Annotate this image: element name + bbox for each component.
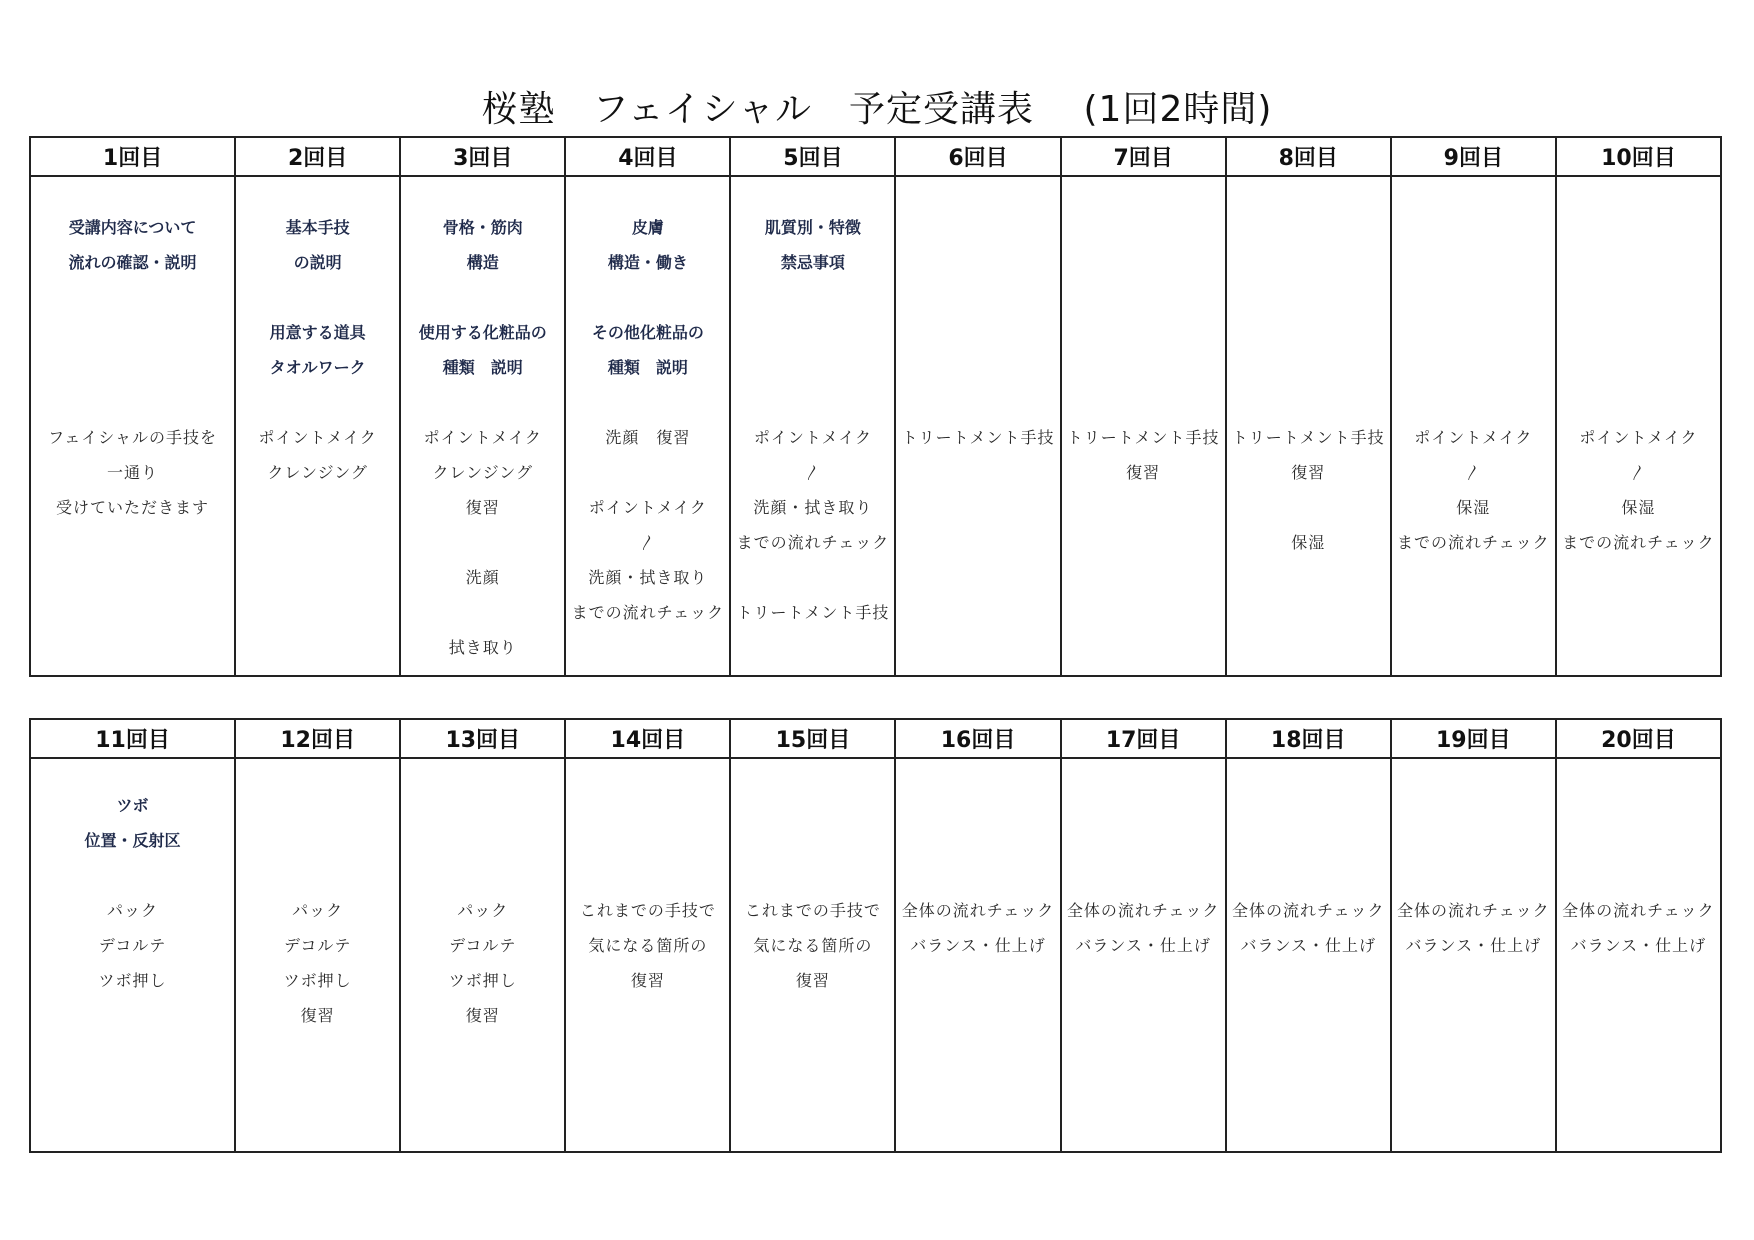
- session-item: 〳: [1629, 463, 1647, 482]
- session-header: 4回目: [565, 137, 730, 176]
- session-header: 9回目: [1391, 137, 1556, 176]
- session-cell: [895, 176, 1060, 676]
- session-cell: [895, 758, 1060, 1152]
- session-header: 1回目: [30, 137, 235, 176]
- session-item: デコルテ: [449, 936, 517, 955]
- session-item: 洗顔・拭き取り: [588, 568, 708, 587]
- session-header: 16回目: [895, 719, 1060, 758]
- session-item: ポイントメイク: [423, 428, 542, 447]
- topic-heading: 用意する道具: [269, 323, 366, 342]
- session-item: ツボ押し: [98, 971, 167, 990]
- content-row: [30, 758, 1721, 1152]
- session-item: 復習: [1291, 463, 1326, 482]
- session-header: 11回目: [30, 719, 235, 758]
- session-item: トリートメント手技: [901, 428, 1055, 447]
- session-item: 復習: [1126, 463, 1161, 482]
- session-item: 洗顔: [465, 568, 500, 587]
- session-cell: [1391, 176, 1556, 676]
- session-header: 17回目: [1061, 719, 1226, 758]
- session-header: 2回目: [235, 137, 400, 176]
- session-cell: [1391, 758, 1556, 1152]
- topic-heading: 皮膚: [631, 218, 664, 237]
- session-header: 3回目: [400, 137, 565, 176]
- topic-heading: 骨格・筋肉: [442, 218, 523, 237]
- session-header: 5回目: [730, 137, 895, 176]
- topic-heading: 禁忌事項: [780, 253, 845, 272]
- topic-heading: ツボ: [116, 796, 149, 815]
- session-item: 一通り: [107, 463, 159, 482]
- session-cell: [400, 758, 565, 1152]
- session-item: 〳: [639, 533, 657, 552]
- session-cell: [400, 176, 565, 676]
- topic-heading: 受講内容について: [68, 218, 197, 237]
- session-item: デコルテ: [283, 936, 352, 955]
- session-cell: [1556, 758, 1721, 1152]
- session-header: 8回目: [1226, 137, 1391, 176]
- schedule-table-sessions-1-10: [29, 136, 1722, 677]
- session-header: 15回目: [730, 719, 895, 758]
- session-item: バランス・仕上げ: [1405, 936, 1542, 955]
- session-cell: [1226, 176, 1391, 676]
- session-header: 14回目: [565, 719, 730, 758]
- topic-heading: 構造: [466, 253, 499, 272]
- session-header: 10回目: [1556, 137, 1721, 176]
- session-item: 全体の流れチェック: [1231, 901, 1385, 920]
- content-row: [30, 176, 1721, 676]
- session-item: バランス・仕上げ: [910, 936, 1046, 955]
- topic-heading: その他化粧品の: [591, 323, 704, 342]
- session-item: 気になる箇所の: [588, 936, 708, 955]
- header-row: [30, 137, 1721, 176]
- session-item: これまでの手技で: [744, 901, 881, 920]
- topic-heading: 使用する化粧品の: [418, 323, 547, 342]
- schedule-table-sessions-11-20: [29, 718, 1722, 1153]
- session-item: 復習: [465, 1006, 500, 1025]
- session-item: トリートメント手技: [1066, 428, 1220, 447]
- session-item: フェイシャルの手技を: [48, 428, 217, 447]
- session-item: までの流れチェック: [571, 603, 725, 622]
- session-item: 〳: [804, 463, 822, 482]
- session-item: ポイントメイク: [1414, 428, 1533, 447]
- session-item: 洗顔 復習: [605, 428, 691, 447]
- topic-heading: 構造・働き: [607, 253, 688, 272]
- session-cell: [1226, 758, 1391, 1152]
- session-item: トリートメント手技: [736, 603, 890, 622]
- session-item: バランス・仕上げ: [1240, 936, 1376, 955]
- topic-heading: 位置・反射区: [84, 831, 181, 850]
- session-item: 全体の流れチェック: [901, 901, 1055, 920]
- topic-heading: 流れの確認・説明: [68, 253, 197, 272]
- header-row: [30, 719, 1721, 758]
- session-item: 保湿: [1291, 533, 1326, 552]
- session-cell: [1556, 176, 1721, 676]
- session-item: ツボ押し: [283, 971, 352, 990]
- session-item: までの流れチェック: [1397, 533, 1550, 552]
- session-item: デコルテ: [98, 936, 167, 955]
- session-cell: [730, 176, 895, 676]
- session-item: クレンジング: [432, 463, 533, 482]
- session-cell: [565, 758, 730, 1152]
- session-item: 洗顔・拭き取り: [753, 498, 873, 517]
- session-item: これまでの手技で: [579, 901, 716, 920]
- session-item: 全体の流れチェック: [1066, 901, 1220, 920]
- session-cell: [235, 176, 400, 676]
- session-item: 〳: [1464, 463, 1482, 482]
- session-item: ポイントメイク: [588, 498, 707, 517]
- session-cell: [565, 176, 730, 676]
- session-item: ツボ押し: [448, 971, 517, 990]
- session-cell: [30, 758, 235, 1152]
- session-header: 12回目: [235, 719, 400, 758]
- session-item: 拭き取り: [448, 638, 517, 657]
- session-item: 保湿: [1621, 498, 1656, 517]
- session-item: 気になる箇所の: [753, 936, 873, 955]
- session-header: 20回目: [1556, 719, 1721, 758]
- session-item: 復習: [795, 971, 830, 990]
- session-header: 7回目: [1061, 137, 1226, 176]
- topic-heading: 種類 説明: [607, 358, 688, 377]
- session-item: 復習: [465, 498, 500, 517]
- topic-heading: 基本手技: [285, 218, 350, 237]
- session-item: ポイントメイク: [258, 428, 377, 447]
- session-item: ポイントメイク: [753, 428, 873, 447]
- session-cell: [1061, 176, 1226, 676]
- session-item: までの流れチェック: [736, 533, 890, 552]
- session-item: トリートメント手技: [1231, 428, 1385, 447]
- topic-heading: 肌質別・特徴: [764, 218, 861, 237]
- session-item: 復習: [300, 1006, 335, 1025]
- session-cell: [730, 758, 895, 1152]
- session-cell: [1061, 758, 1226, 1152]
- session-item: までの流れチェック: [1562, 533, 1715, 552]
- session-cell: [30, 176, 235, 676]
- session-item: パック: [107, 901, 159, 920]
- session-item: 受けていただきます: [56, 498, 210, 517]
- topic-heading: の説明: [293, 253, 342, 272]
- session-item: 全体の流れチェック: [1562, 901, 1715, 920]
- session-header: 18回目: [1226, 719, 1391, 758]
- session-item: 保湿: [1456, 498, 1491, 517]
- session-item: クレンジング: [267, 463, 368, 482]
- topic-heading: タオルワーク: [269, 358, 366, 377]
- session-item: 全体の流れチェック: [1397, 901, 1550, 920]
- page-title: 桜塾 フェイシャル 予定受講表 (1回2時間): [481, 89, 1273, 130]
- session-cell: [235, 758, 400, 1152]
- topic-heading: 種類 説明: [442, 358, 523, 377]
- session-item: パック: [292, 901, 344, 920]
- session-item: パック: [457, 901, 509, 920]
- session-header: 19回目: [1391, 719, 1556, 758]
- session-header: 13回目: [400, 719, 565, 758]
- session-item: 復習: [630, 971, 665, 990]
- session-item: バランス・仕上げ: [1570, 936, 1707, 955]
- session-header: 6回目: [895, 137, 1060, 176]
- session-item: バランス・仕上げ: [1075, 936, 1211, 955]
- session-item: ポイントメイク: [1579, 428, 1698, 447]
